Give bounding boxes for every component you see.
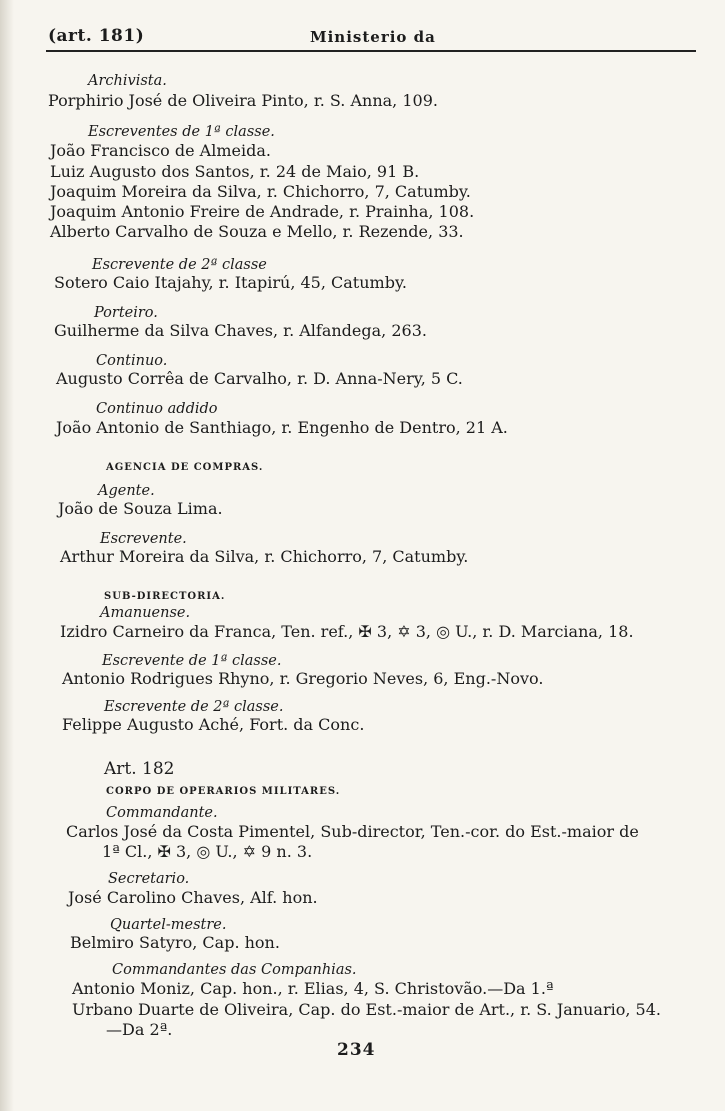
entry-line: João de Souza Lima.: [58, 499, 223, 518]
entry-line: Izidro Carneiro da Franca, Ten. ref., ✠ 3, ✡ 3, ◎ U., r. D. Marciana, 18.: [60, 622, 634, 641]
role-label: Escrevente.: [100, 531, 187, 547]
entry-line: Carlos José da Costa Pimentel, Sub-director, Ten.-cor. do Est.-maior de: [66, 822, 639, 841]
article-heading: Art. 182: [104, 759, 175, 779]
role-label: Escrevente de 2ª classe: [92, 257, 267, 273]
entry-line: Joaquim Moreira da Silva, r. Chichorro, 7, Catumby.: [50, 182, 471, 201]
entry-line: João Francisco de Almeida.: [50, 141, 271, 160]
role-label: Escrevente de 1ª classe.: [102, 653, 282, 669]
role-label: Commandante.: [106, 805, 218, 821]
role-label: Quartel-mestre.: [110, 917, 227, 933]
entry-line: Sotero Caio Itajahy, r. Itapirú, 45, Catumby.: [54, 273, 407, 292]
role-label: Porteiro.: [94, 305, 158, 321]
entry-line: José Carolino Chaves, Alf. hon.: [68, 888, 318, 907]
header-title: Ministerio da: [310, 28, 436, 46]
page-header: [48, 26, 698, 48]
header-rule: [46, 50, 696, 52]
entry-line: Luiz Augusto dos Santos, r. 24 de Maio, 91 B.: [50, 162, 420, 181]
role-label: Escrevente de 2ª classe.: [104, 699, 284, 715]
entry-line: Urbano Duarte de Oliveira, Cap. do Est.-maior de Art., r. S. Januario, 54.: [72, 1000, 661, 1019]
entry-line: Arthur Moreira da Silva, r. Chichorro, 7, Catumby.: [60, 547, 469, 566]
page-number: 234: [337, 1040, 376, 1060]
role-label: Continuo addido: [96, 401, 218, 417]
role-label: Escreventes de 1ª classe.: [88, 124, 275, 140]
section-heading: SUB-DIRECTORIA.: [104, 591, 226, 602]
entry-line: Porphirio José de Oliveira Pinto, r. S. Anna, 109.: [48, 91, 438, 110]
section-heading: CORPO DE OPERARIOS MILITARES.: [106, 786, 341, 797]
entry-line: Felippe Augusto Aché, Fort. da Conc.: [62, 715, 365, 734]
entry-line: Antonio Moniz, Cap. hon., r. Elias, 4, S. Christovão.—Da 1.ª: [72, 979, 554, 998]
role-label: Secretario.: [108, 871, 190, 887]
header-article-ref: (art. 181): [48, 26, 145, 46]
entry-line: Antonio Rodrigues Rhyno, r. Gregorio Neves, 6, Eng.-Novo.: [62, 669, 544, 688]
role-label: Amanuense.: [100, 605, 191, 621]
entry-line: Augusto Corrêa de Carvalho, r. D. Anna-Nery, 5 C.: [56, 369, 463, 388]
entry-line: Alberto Carvalho de Souza e Mello, r. Rezende, 33.: [50, 222, 464, 241]
entry-line: Joaquim Antonio Freire de Andrade, r. Prainha, 108.: [50, 202, 475, 221]
section-heading: AGENCIA DE COMPRAS.: [106, 462, 264, 473]
role-label: Commandantes das Companhias.: [112, 962, 357, 978]
role-label: Archivista.: [88, 73, 167, 89]
entry-line-continued: 1ª Cl., ✠ 3, ◎ U., ✡ 9 n. 3.: [102, 842, 313, 861]
entry-line-continued: —Da 2ª.: [106, 1020, 173, 1039]
entry-line: Belmiro Satyro, Cap. hon.: [70, 933, 280, 952]
role-label: Agente.: [98, 483, 155, 499]
page-edge: [0, 0, 14, 1111]
entry-line: João Antonio de Santhiago, r. Engenho de Dentro, 21 A.: [56, 418, 508, 437]
role-label: Continuo.: [96, 353, 168, 369]
entry-line: Guilherme da Silva Chaves, r. Alfandega, 263.: [54, 321, 427, 340]
